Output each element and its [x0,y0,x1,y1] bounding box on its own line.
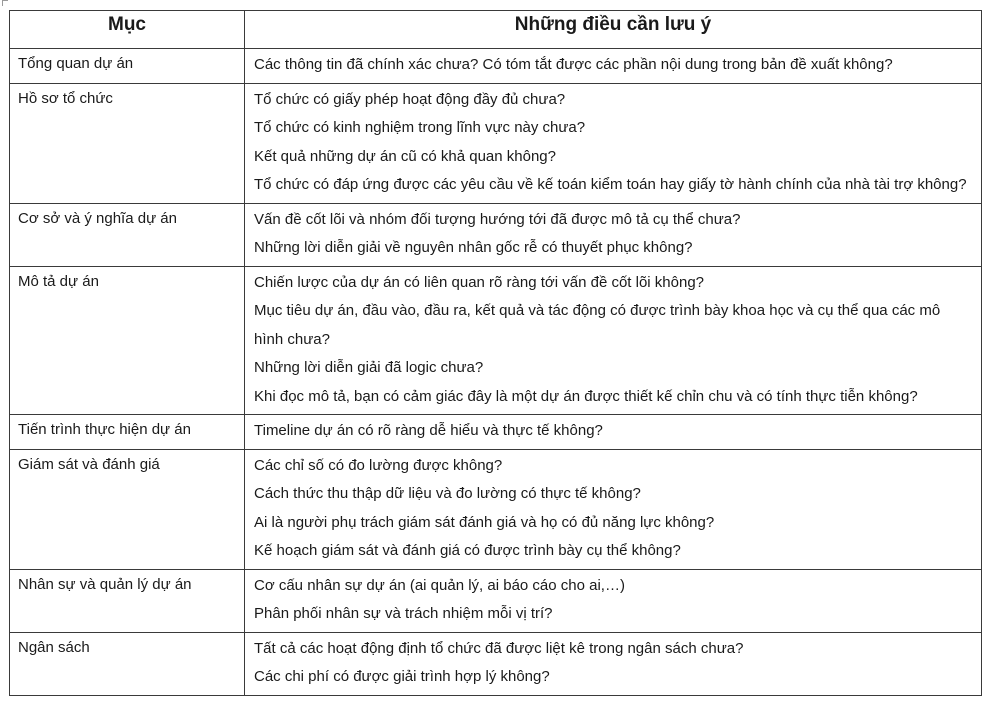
table-row [10,83,982,203]
table-row [10,49,982,84]
note-item: Các chi phí có được giải trình hợp lý không? [254,668,550,685]
row-notes [245,449,982,569]
note-item: Cách thức thu thập dữ liệu và đo lường có thực tế không? [254,485,641,502]
row-section-label: Giám sát và đánh giá [10,449,245,569]
row-section-label: Nhân sự và quản lý dự án [10,569,245,632]
table-move-handle[interactable] [2,0,8,6]
table-row [10,266,982,415]
row-notes [245,266,982,415]
row-section-label: Tổng quan dự án [10,49,245,84]
row-notes [245,569,982,632]
row-notes [245,632,982,695]
note-item: Timeline dự án có rõ ràng dễ hiểu và thực tế không? [254,422,603,439]
header-section: Mục [10,11,245,49]
note-item: Kế hoạch giám sát và đánh giá có được trình bày cụ thể không? [254,542,681,559]
table-body [10,49,982,696]
header-notes: Những điều cần lưu ý [245,11,982,49]
note-item: Mục tiêu dự án, đầu vào, đầu ra, kết quả và tác động có được trình bày khoa học và cụ thể qua các mô hình chưa? [254,302,941,348]
proposal-checklist-table [9,10,982,696]
note-item: Cơ cấu nhân sự dự án (ai quản lý, ai báo cáo cho ai,…) [254,576,625,594]
note-item: Các chỉ số có đo lường được không? [254,456,503,474]
row-section-label: Hồ sơ tổ chức [10,83,245,203]
table-row [10,203,982,266]
note-item: Phân phối nhân sự và trách nhiệm mỗi vị trí? [254,605,553,622]
note-item: Các thông tin đã chính xác chưa? Có tóm tắt được các phần nội dung trong bản đề xuất không? [254,56,893,73]
row-section-label: Mô tả dự án [10,266,245,415]
table-header [10,11,982,49]
table-row [10,569,982,632]
row-notes [245,203,982,266]
note-item: Kết quả những dự án cũ có khả quan không? [254,147,556,165]
row-notes [245,83,982,203]
note-item: Những lời diễn giải về nguyên nhân gốc rễ có thuyết phục không? [254,239,693,256]
table-row [10,449,982,569]
table-row [10,632,982,695]
note-item: Tất cả các hoạt động định tổ chức đã được liệt kê trong ngân sách chưa? [254,639,744,657]
header-row [10,11,982,49]
note-item: Những lời diễn giải đã logic chưa? [254,359,484,376]
row-section-label: Tiến trình thực hiện dự án [10,415,245,450]
note-item: Tổ chức có kinh nghiệm trong lĩnh vực này chưa? [254,119,586,136]
table-row [10,415,982,450]
note-item: Tổ chức có giấy phép hoạt động đầy đủ chưa? [254,90,566,108]
note-item: Chiến lược của dự án có liên quan rõ ràng tới vấn đề cốt lõi không? [254,273,705,291]
note-item: Ai là người phụ trách giám sát đánh giá và họ có đủ năng lực không? [254,513,715,531]
row-notes [245,415,982,450]
note-item: Vấn đề cốt lõi và nhóm đối tượng hướng tới đã được mô tả cụ thể chưa? [254,210,741,228]
row-section-label: Cơ sở và ý nghĩa dự án [10,203,245,266]
row-section-label: Ngân sách [10,632,245,695]
note-item: Tổ chức có đáp ứng được các yêu cầu về kế toán kiểm toán hay giấy tờ hành chính của nhà tài trợ không? [254,176,967,193]
note-item: Khi đọc mô tả, bạn có cảm giác đây là một dự án được thiết kế chỉn chu và có tính thực tiễn không? [254,387,918,405]
row-notes [245,49,982,84]
